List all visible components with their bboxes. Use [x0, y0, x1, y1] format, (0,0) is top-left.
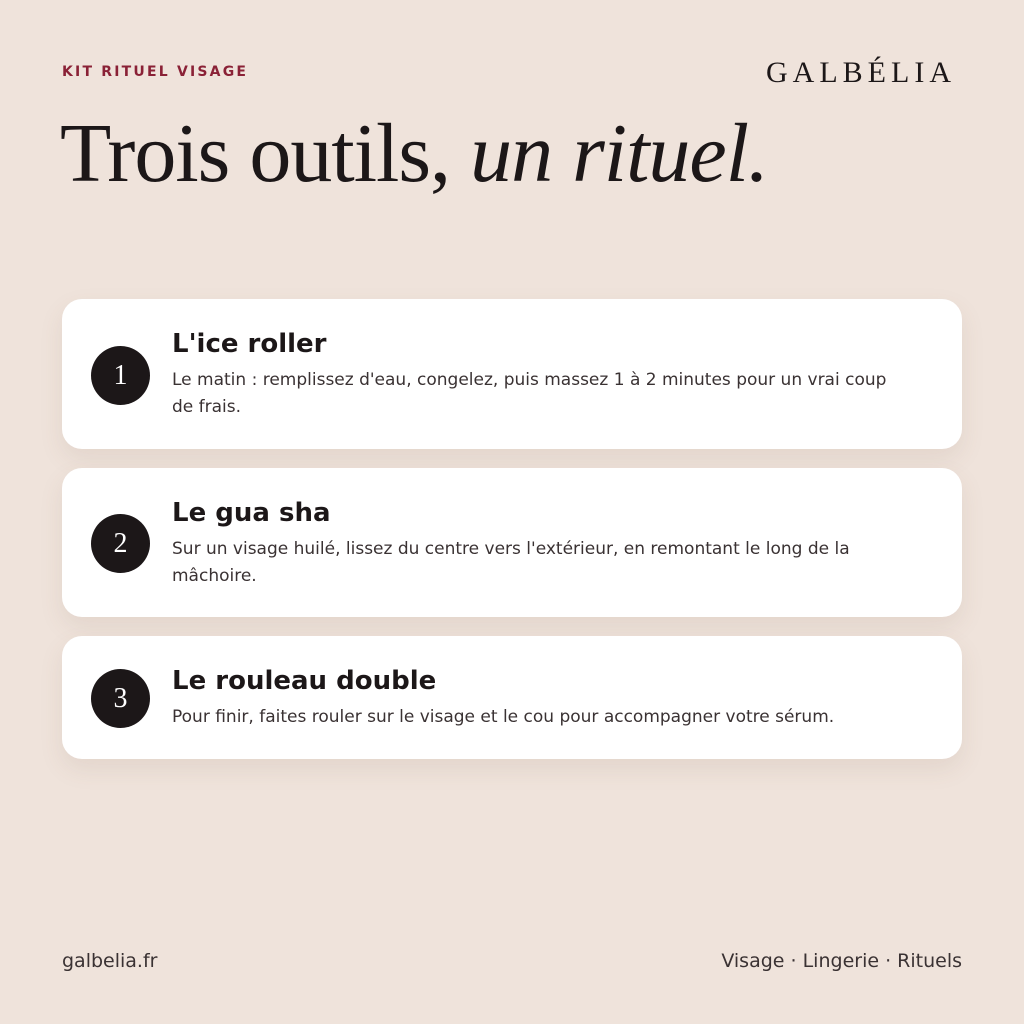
- eyebrow-label: KIT RITUEL VISAGE: [62, 64, 249, 80]
- step-card-gua-sha: [62, 468, 962, 617]
- page-title: [60, 108, 768, 200]
- step-content: [172, 327, 902, 421]
- step-title: L'ice roller: [172, 329, 327, 359]
- step-number-badge: 2: [91, 514, 150, 573]
- step-number-badge: 1: [91, 346, 150, 405]
- step-content: [172, 664, 902, 731]
- title-part-regular: Trois outils,: [60, 107, 451, 200]
- step-description: Le matin : remplissez d'eau, congelez, puis massez 1 à 2 minutes pour un vrai coup de frais.: [172, 370, 887, 417]
- footer-tagline: Visage · Lingerie · Rituels: [721, 950, 962, 972]
- step-description: Sur un visage huilé, lissez du centre vers l'extérieur, en remontant le long de la mâchoire.: [172, 539, 850, 586]
- step-card-ice-roller: [62, 299, 962, 449]
- step-description: Pour finir, faites rouler sur le visage et le cou pour accompagner votre sérum.: [172, 707, 835, 727]
- website-link[interactable]: galbelia.fr: [62, 950, 158, 972]
- step-card-double-roller: [62, 636, 962, 759]
- step-content: [172, 496, 902, 590]
- step-number-badge: 3: [91, 669, 150, 728]
- brand-logo: GALBÉLIA: [766, 56, 956, 89]
- step-title: Le rouleau double: [172, 666, 437, 696]
- steps-list: [62, 299, 962, 778]
- title-part-italic: un rituel.: [470, 107, 769, 200]
- step-title: Le gua sha: [172, 498, 331, 528]
